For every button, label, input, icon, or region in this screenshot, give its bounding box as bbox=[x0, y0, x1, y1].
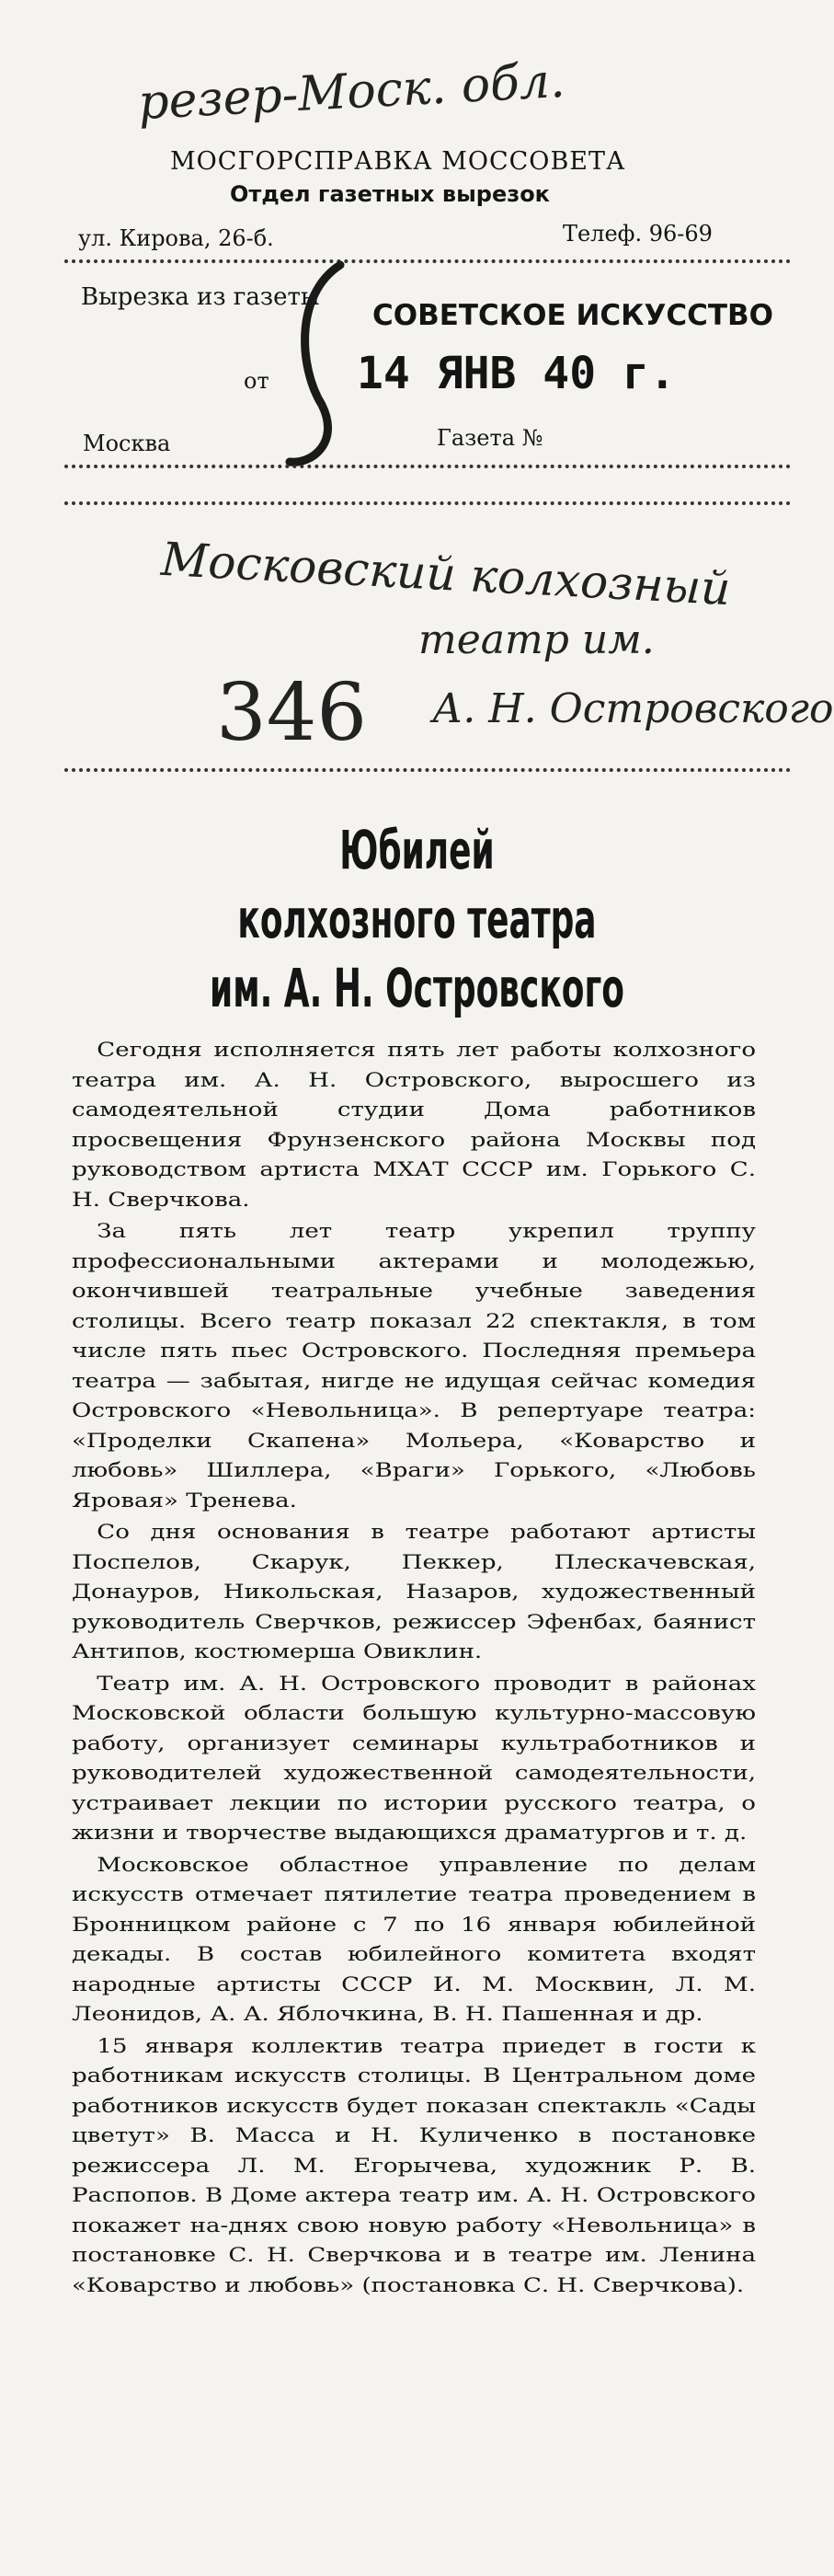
article-paragraph: Театр им. А. Н. Островского проводит в районах Московской области большую культурно-массовую работу, организует семинары культработников и руководителей художественной самодеятельности, устраивает лекции по истории русского театра, о жизни и творчестве выдающихся драматургов и т. д. bbox=[72, 1672, 756, 1844]
gazette-number-label: Газета № bbox=[437, 425, 543, 451]
agency-name: МОСГОРСПРАВКА МОССОВЕТА bbox=[170, 147, 626, 176]
date-prefix: от bbox=[244, 368, 269, 394]
article-paragraph: Со дня основания в театре работают артисты Поспелов, Скарук, Пеккер, Плескачевская, Донауров, Никольская, Назаров, художественный руководитель Сверчков, режиссер Эфенбах, баянист Антипов, костюмерша Овиклин. bbox=[72, 1521, 756, 1662]
article-paragraph: 15 января коллектив театра приедет в гости к работникам искусств столицы. В Центральном доме работников искусств будет показан спектакль «Сады цветут» В. Масса и Н. Куличенко в постановке режиссера Л. М. Егорычева, художник Р. В. Распопов. В Доме актера театр им. А. Н. Островского покажет на-днях свою новую работу «Невольница» в постановке С. Н. Сверчкова и в театре им. Ленина «Коварство и любовь» (постановка С. Н. Сверчкова). bbox=[72, 2034, 756, 2296]
article-paragraph: Московское областное управление по делам искусств отмечает пятилетие театра проведением в Бронницком районе с 7 по 16 января юбилейной декады. В состав юбилейного комитета входят народные артисты СССР И. М. Москвин, Л. М. Леонидов, А. А. Яблочкина, В. Н. Пашенная и др. bbox=[72, 1853, 756, 2025]
handwritten-number: 346 bbox=[216, 667, 368, 759]
headline-line: им. А. Н. Островского bbox=[210, 957, 624, 1019]
city: Москва bbox=[83, 431, 171, 456]
clipping-from-label: Вырезка из газеты bbox=[81, 283, 320, 311]
divider bbox=[64, 768, 791, 772]
divider bbox=[64, 501, 791, 505]
article-paragraph: Сегодня исполняется пять лет работы колхозного театра им. А. Н. Островского, выросшего из самодеятельной студии Дома работников просвещения Фрунзенского района Москвы под руководством артиста МХАТ СССР им. Горького С. Н. Сверчкова. bbox=[72, 1039, 756, 1211]
handwritten-line: Московский колхозный bbox=[159, 532, 732, 616]
handwritten-bracket bbox=[276, 258, 377, 469]
article-body bbox=[72, 1035, 756, 2302]
divider bbox=[64, 259, 791, 263]
handwritten-line: театр им. bbox=[418, 616, 655, 663]
date-stamp: 14 ЯНВ 40 г. bbox=[357, 348, 676, 399]
department-name: Отдел газетных вырезок bbox=[230, 181, 550, 207]
article-paragraph: За пять лет театр укрепил труппу профессиональными актерами и молодежью, окончившей театральные учебные заведения столицы. Всего театр показал 22 спектакля, в том числе пять пьес Островского. Последняя премьера театра — забытая, нигде не идущая сейчас комедия Островского «Невольница». В репертуаре театра: «Проделки Скапена» Мольера, «Коварство и любовь» Шиллера, «Враги» Горького, «Любовь Яровая» Тренева. bbox=[72, 1220, 756, 1512]
headline-line: колхозного театра bbox=[237, 888, 597, 950]
headline-line: Юбилей bbox=[339, 819, 495, 881]
newspaper-name: СОВЕТСКОЕ ИСКУССТВО bbox=[372, 299, 774, 332]
phone: Телеф. 96-69 bbox=[563, 221, 713, 247]
handwritten-line: А. Н. Островского bbox=[432, 685, 834, 732]
address: ул. Кирова, 26-б. bbox=[78, 225, 274, 251]
handwritten-archive-note: резер-Моск. обл. bbox=[136, 52, 566, 132]
divider bbox=[64, 465, 791, 468]
